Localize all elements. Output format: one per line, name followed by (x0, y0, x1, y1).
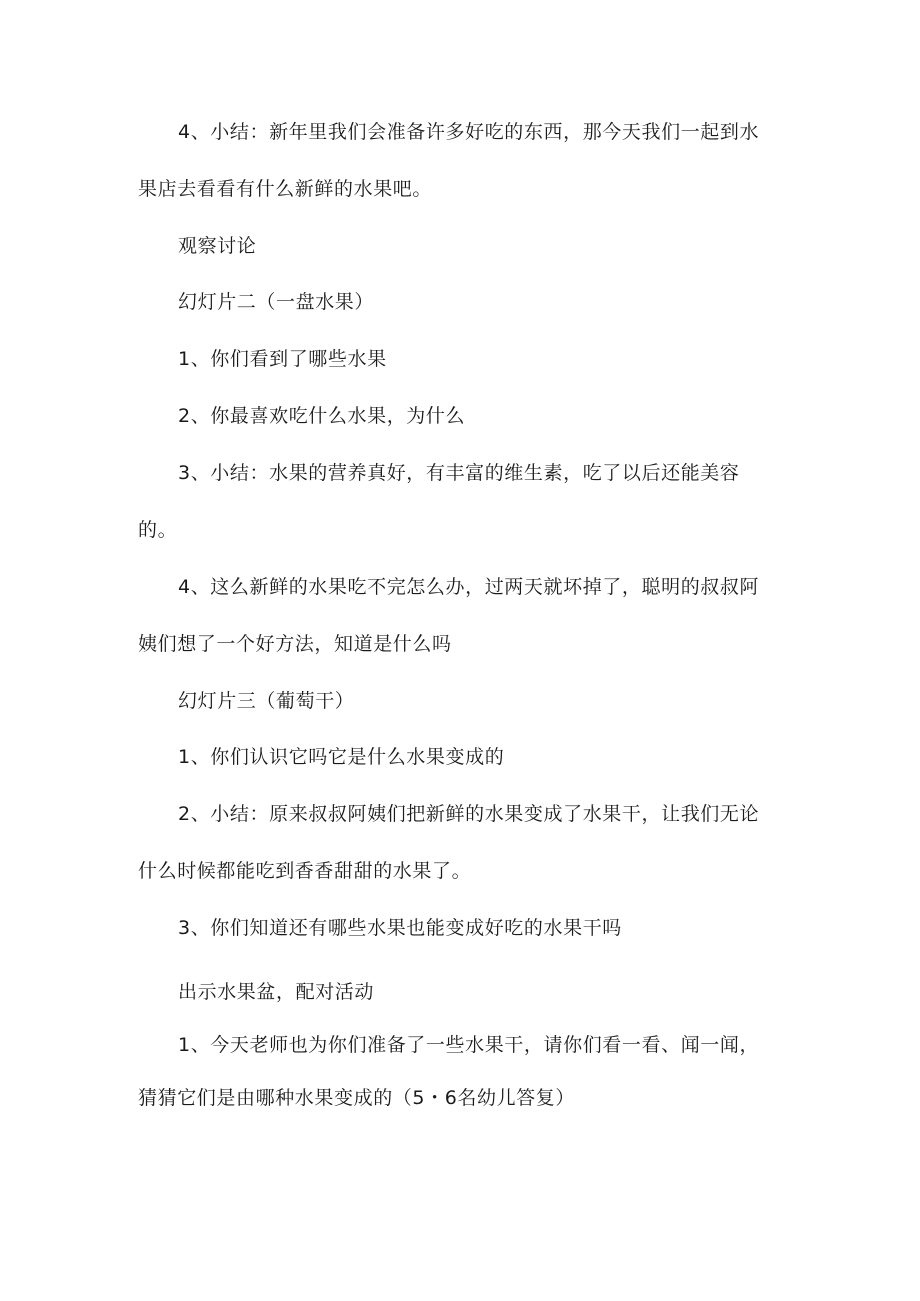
list-item: 2、小结：原来叔叔阿姨们把新鲜的水果变成了水果干，让我们无论 (178, 803, 760, 825)
paragraph-line: 姨们想了一个好方法，知道是什么吗 (138, 633, 452, 655)
section-heading: 观察讨论 (178, 235, 257, 257)
list-item: 1、今天老师也为你们准备了一些水果干，请你们看一看、闻一闻， (178, 1034, 760, 1056)
list-item: 1、你们看到了哪些水果 (178, 348, 387, 370)
section-heading: 出示水果盆，配对活动 (178, 981, 375, 1003)
slide-heading: 幻灯片三（葡萄干） (178, 690, 355, 712)
paragraph-line: 的。 (138, 519, 178, 541)
list-item: 4、这么新鲜的水果吃不完怎么办，过两天就坏掉了，聪明的叔叔阿 (178, 576, 760, 598)
list-item: 3、小结：水果的营养真好，有丰富的维生素，吃了以后还能美容 (178, 462, 740, 484)
paragraph-line: 什么时候都能吃到香香甜甜的水果了。 (138, 860, 472, 882)
list-item: 1、你们认识它吗它是什么水果变成的 (178, 746, 505, 768)
list-item: 2、你最喜欢吃什么水果，为什么 (178, 405, 466, 427)
paragraph-line: 4、小结：新年里我们会准备许多好吃的东西，那今天我们一起到水 (178, 121, 760, 143)
paragraph-line: 猜猜它们是由哪种水果变成的（5・6名幼儿答复） (138, 1087, 575, 1109)
list-item: 3、你们知道还有哪些水果也能变成好吃的水果干吗 (178, 917, 622, 939)
paragraph-line: 果店去看看有什么新鲜的水果吧。 (138, 178, 433, 200)
slide-heading: 幻灯片二（一盘水果） (178, 291, 375, 313)
